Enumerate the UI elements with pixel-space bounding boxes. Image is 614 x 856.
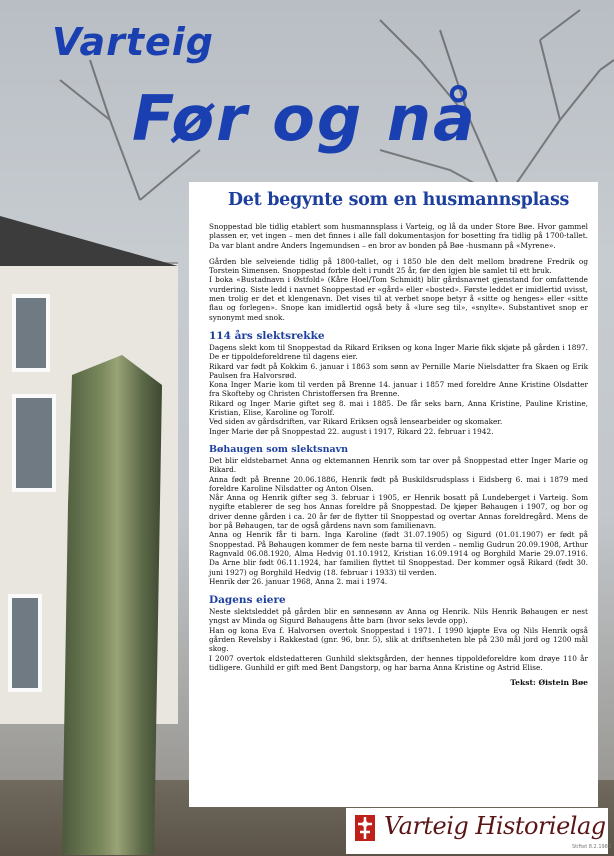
- section-paragraph: Ved siden av gårdsdriften, var Rikard Eriksen også lensearbeider og skomaker.: [209, 417, 503, 427]
- house-window: [12, 394, 56, 492]
- logo-subtitle: Stiftet 8.2.1983: [572, 844, 612, 850]
- section-paragraph: Han og kona Eva f. Halvorsen overtok Snoppestad i 1971. I 1990 kjøpte Eva og Nils Henrik også gården Revelsby i Rakkestad (gnr. 96, bnr. 5), slik at driftsenheten ble på 230 mål jord og 1200 mål skog.: [209, 625, 588, 654]
- section-paragraph: Neste slektsleddet på gården blir en sønnesønn av Anna og Henrik. Nils Henrik Bøhaugen er nest yngst av Minda og Sigurd Bøhaugens åtte barn (hvor seks levde opp).: [209, 607, 588, 626]
- section-paragraph: Anna født på Brenne 20.06.1886, Henrik født på Buskildsrudsplass i Eidsberg 6. mai i 1879 med foreldre Karoline Nilsdatter og Anton Olsen.: [209, 474, 588, 493]
- section-paragraph: Rikard og Inger Marie giftet seg 8. mai i 1885. De får seks barn, Anna Kristine, Pauline Kristine, Kristian, Elise, Karoline og Torolf.: [209, 398, 588, 418]
- section-paragraph: Når Anna og Henrik gifter seg 3. februar i 1905, er Henrik bosatt på Lundeberget i Varteig. Som nygifte etablerer de seg hos Annas foreldre på Snoppestad. De kjøper Bøhaugen i 1907, og bor og driver denne gården i ca. 20 år før de flytter til Snoppestad og overtar Annas foreldregård. Mens de bor på Bøhaugen, tar de også gårdens navn som familienavn.: [209, 493, 588, 531]
- ornament-icon: [354, 814, 376, 842]
- section-heading: Dagens eiere: [209, 594, 286, 607]
- intro-paragraph: Gården ble selveiende tidlig på 1800-tallet, og i 1850 ble den delt mellom brødrene Fredrik og Torstein Simensen. Snoppestad forble delt i rundt 25 år, før den igjen ble samlet til ett bruk.: [209, 256, 588, 276]
- house-window: [8, 594, 42, 692]
- standing-stone: [62, 355, 162, 855]
- section-heading: 114 års slektsrekke: [209, 329, 325, 342]
- section-paragraph: Henrik dør 26. januar 1968, Anna 2. mai i 1974.: [209, 576, 388, 586]
- article-heading: Det begynte som en husmannsplass: [227, 190, 570, 210]
- section-paragraph: Rikard var født på Kokkim 6. januar i 1863 som sønn av Pernille Marie Nielsdatter fra Skaen og Erik Paulsen fra Halvorsrød.: [209, 361, 588, 380]
- section-heading: Bøhaugen som slektsnavn: [209, 443, 349, 455]
- logo-name: Varteig Historielag: [384, 812, 606, 840]
- section-paragraph: I 2007 overtok eldstedatteren Gunhild slektsgården, der hennes tippoldeforeldre kom drøye 110 år tidligere. Gunhild er gift med Bent Dangstorp, og har barna Anna Kristine og Astrid Elise.: [209, 653, 588, 672]
- section-paragraph: Kona Inger Marie kom til verden på Brenne 14. januar i 1857 med foreldre Anne Kristine Olsdatter fra Skofteby og Christen Christoffersen fra Brenne.: [209, 380, 588, 399]
- house-window: [12, 294, 50, 372]
- section-paragraph: Det blir eldstebarnet Anna og ektemannen Henrik som tar over på Snoppestad etter Inger Marie og Rikard.: [209, 455, 588, 475]
- section-paragraph: Anna og Henrik får ti barn. Inga Karoline (født 31.07.1905) og Sigurd (01.01.1907) er født på Snoppestad. På Bøhaugen kommer de fem neste barna til verden – nemlig Gudrun 20.09.1908, Arthur Ragnvald 06.08.1920, Alma Hedvig 01.10.1912, Kristian 16.09.1914 og Borghild Marie 29.07.1916. Da Arne blir født 06.11.1924, har familien flyttet til Snoppestad. Der kommer også Rikard (født 30. juni 1927) og Borghild Hedvig (18. februar i 1933) til verden.: [209, 530, 588, 577]
- logo: [346, 808, 612, 854]
- article-panel: [189, 182, 598, 807]
- page-title-line2: Før og nå: [132, 82, 477, 155]
- article-credit: Tekst: Øistein Bøe: [510, 678, 588, 688]
- section-paragraph: Inger Marie dør på Snoppestad 22. august i 1917, Rikard 22. februar i 1942.: [209, 426, 494, 436]
- page-title-line1: Varteig: [52, 20, 215, 64]
- intro-paragraph: I boka «Bustadnavn i Østfold» (Kåre Hoel/Tom Schmidt) blir gårdsnavnet gjenstand for omfattende vurdering. Siste ledd i navnet Snoppestad er «gård» eller «bosted». Første leddet er imidlertid uvisst, men trolig er det et klengenavn. Det vises til at verbet snope betyr å «sitte og henges» eller «sitte flau og forlegen». Snope kan imidlertid også bety å «lure seg til», «snylte». Substantivet snop er synonymt med snok.: [209, 275, 588, 322]
- section-paragraph: Dagens slekt kom til Snoppestad da Rikard Eriksen og kona Inger Marie fikk skjøte på gården i 1897. De er tippoldeforeldrene til dagens eier.: [209, 342, 588, 362]
- intro-paragraph: Snoppestad ble tidlig etablert som husmannsplass i Varteig, og lå da under Store Bøe. Hvor gammel plassen er, vet ingen – men det finnes i alle fall dokumentasjon for bosetting fra tidlig på 1700-tallet. Da var blant andre Anders Ingemundsen – en bror av bonden på Bøe -husmann på «Myrene».: [209, 222, 588, 250]
